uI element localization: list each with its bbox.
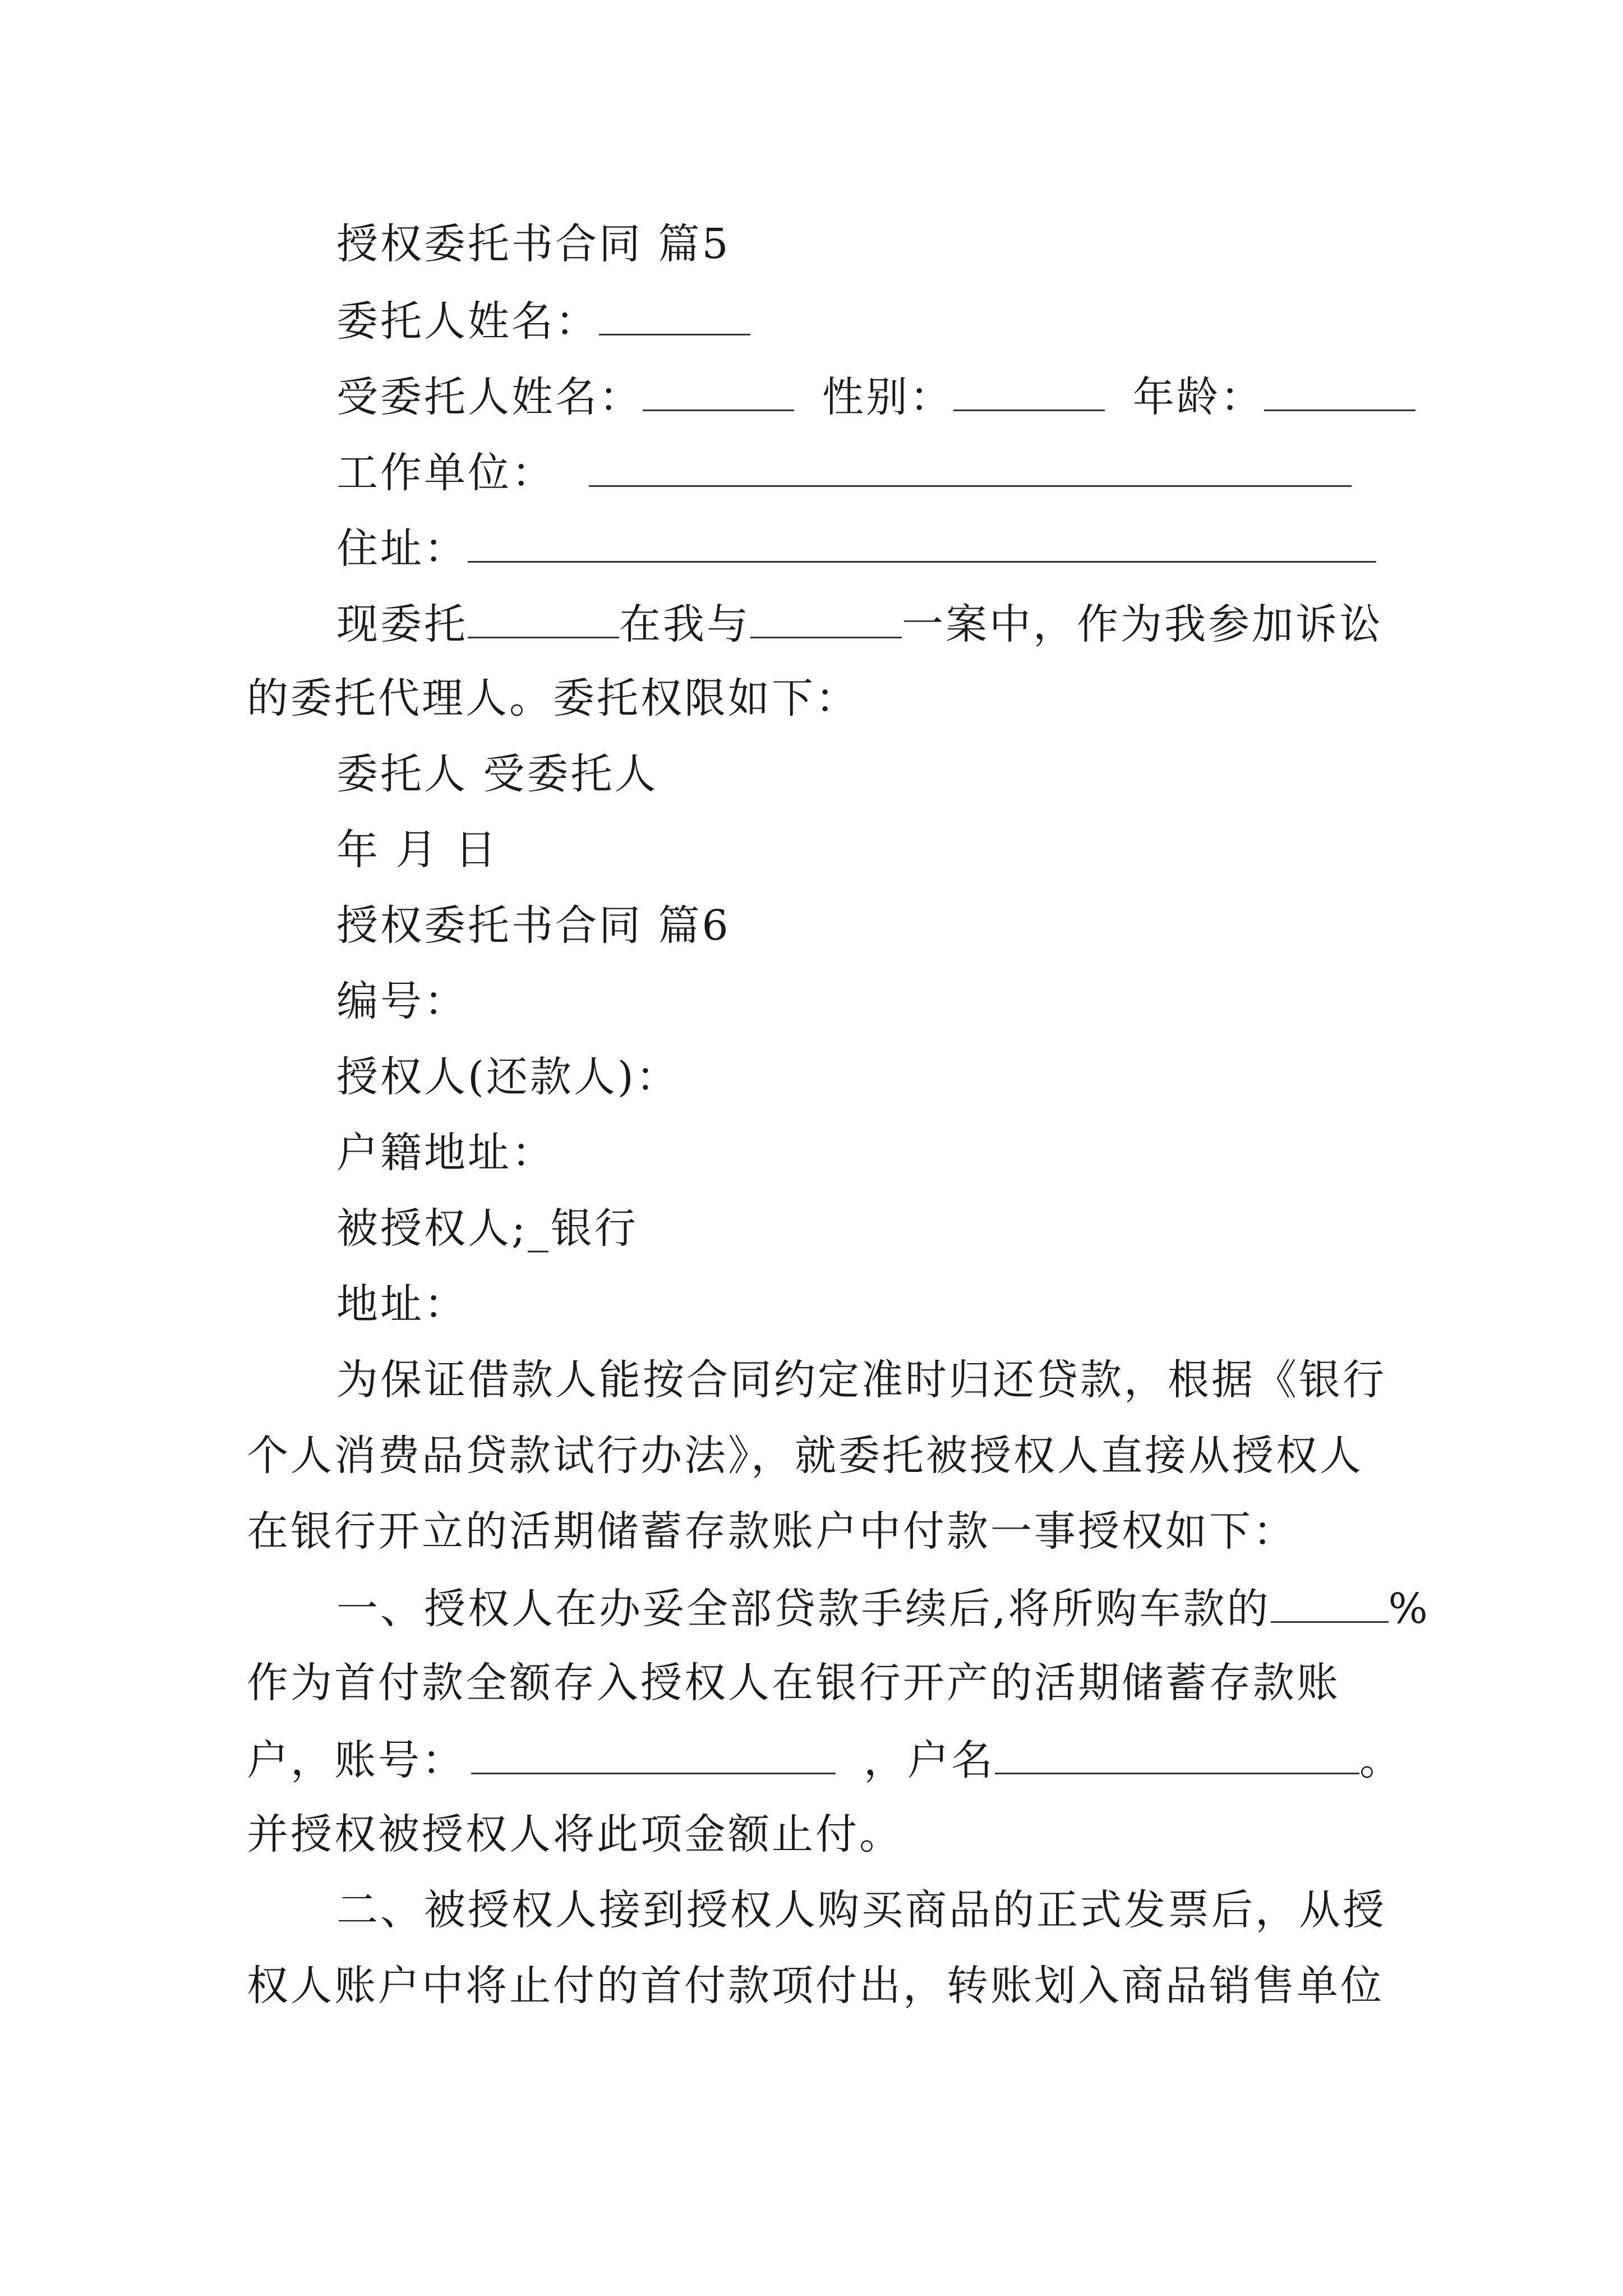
blank-field: [1264, 370, 1415, 411]
trustee-info-line: [0, 370, 1623, 422]
signature-line: [0, 749, 1623, 799]
paragraph-1-line3: [0, 1506, 1623, 1557]
blank-field: [468, 597, 619, 638]
text: 在银行开立的活期储蓄存款账户中付款一事授权如下：: [247, 1507, 1297, 1556]
entrustor-name-line: [0, 295, 1623, 347]
text: 并授权被授权人将此项金额止付。: [247, 1810, 903, 1858]
field-label: 性别：: [822, 373, 953, 421]
blank-field: [1271, 1582, 1389, 1623]
address-2-line: [0, 1279, 1623, 1329]
date-line: [0, 825, 1623, 875]
blank-field: [643, 370, 794, 411]
field-label: 被授权人;_银行: [336, 1204, 638, 1253]
text: 二、被授权人接到授权人购买商品的正式发票后，从授: [336, 1886, 1386, 1934]
grantee-line: [0, 1203, 1623, 1254]
address-line: [0, 522, 1623, 574]
field-label: 受委托人姓名：: [336, 373, 643, 421]
field-label: 编号：: [336, 977, 468, 1025]
text: 。: [1359, 1736, 1403, 1784]
text: %: [1388, 1585, 1430, 1633]
text: 权人账户中将止付的首付款项付出，转账划入商品销售单位: [247, 1962, 1384, 2010]
blank-field: [750, 597, 902, 638]
field-label: 授权人(还款人)：: [336, 1053, 680, 1101]
text: 现委托: [336, 600, 468, 648]
text: 的委托代理人。委托权限如下：: [247, 674, 859, 723]
text: 在我与: [619, 600, 750, 648]
paragraph-2-line4: [0, 1809, 1623, 1860]
text: 作为首付款全额存入授权人在银行开产的活期储蓄存款账: [247, 1659, 1340, 1707]
number-line: [0, 976, 1623, 1027]
blank-field: [995, 1733, 1359, 1774]
paragraph-2-line2: [0, 1658, 1623, 1708]
field-label: 委托人姓名：: [336, 297, 599, 346]
grantor-line: [0, 1052, 1623, 1102]
text: 一、授权人在办妥全部贷款手续后,将所购车款的: [336, 1585, 1271, 1633]
section-title-text: 授权委托书合同 篇5: [336, 220, 731, 268]
text: 户，账号：: [247, 1736, 465, 1784]
field-label: 住址：: [336, 524, 468, 573]
section-5-title: [0, 219, 1623, 269]
field-label: 工作单位：: [336, 449, 555, 497]
blank-field: [589, 446, 1352, 487]
text: ，户名: [864, 1736, 995, 1784]
paragraph-1-line2: [0, 1430, 1623, 1481]
entrust-sentence-line2: [0, 673, 1623, 724]
household-address-line: [0, 1128, 1623, 1178]
text: 个人消费品贷款试行办法》，就委托被授权人直接从授权人: [247, 1432, 1363, 1480]
paragraph-3-line1: [0, 1885, 1623, 1935]
paragraph-2-line1: [0, 1582, 1623, 1634]
field-label: 户籍地址：: [336, 1129, 555, 1177]
section-6-title: [0, 900, 1623, 951]
paragraph-2-line3: [0, 1733, 1623, 1786]
section-title-text: 授权委托书合同 篇6: [336, 901, 731, 950]
workplace-line: [0, 446, 1623, 498]
paragraph-1-line1: [0, 1355, 1623, 1405]
text: 为保证借款人能按合同约定准时归还贷款，根据《银行: [336, 1356, 1386, 1404]
blank-field: [471, 1733, 836, 1774]
entrust-sentence-line1: [0, 597, 1623, 650]
text: 一案中，作为我参加诉讼: [902, 600, 1383, 648]
text: 委托人 受委托人: [336, 750, 658, 798]
blank-field: [468, 522, 1376, 563]
text: 年 月 日: [336, 826, 499, 874]
blank-field: [599, 295, 750, 335]
field-label: 年龄：: [1133, 373, 1264, 421]
paragraph-3-line2: [0, 1961, 1623, 2011]
blank-field: [953, 370, 1105, 411]
field-label: 地址：: [336, 1280, 468, 1328]
